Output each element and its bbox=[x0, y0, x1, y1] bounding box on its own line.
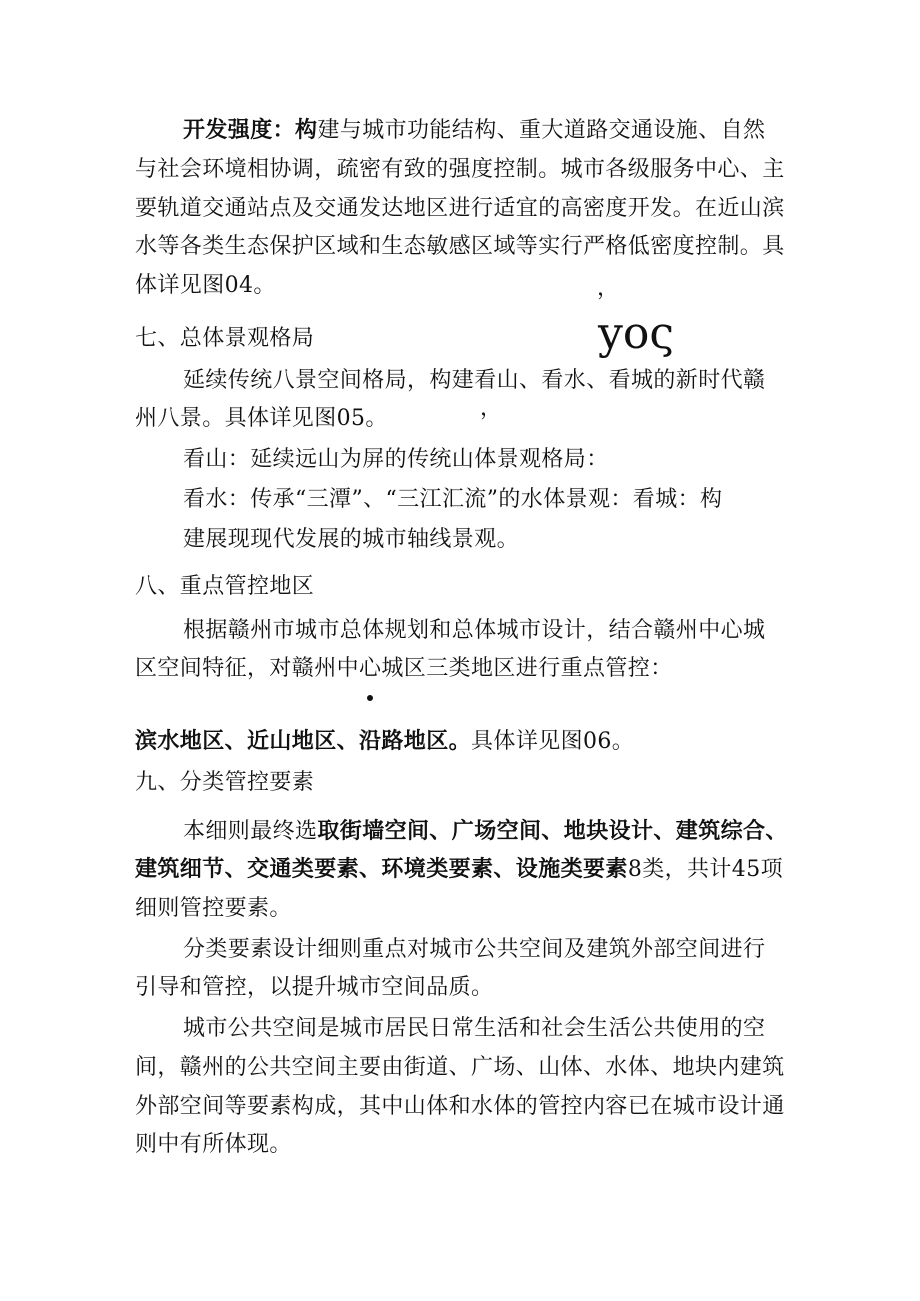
section-8-p1-line-1: 根据赣州市城市总体规划和总体城市设计，结合赣州中心城 bbox=[183, 618, 766, 643]
section-9-p3-line-1: 城市公共空间是城市居民日常生活和社会生活公共使用的空 bbox=[183, 1016, 766, 1041]
dev-intensity-text: 建与城市功能结构、重大道路交通设施、自然 bbox=[317, 118, 766, 143]
key-areas-reference: 具体详见图06。 bbox=[471, 729, 635, 754]
stray-comma-mark-2: ， bbox=[480, 396, 503, 421]
section-9-element-count: 8类，共计45项 bbox=[627, 857, 784, 882]
bullet-dot bbox=[367, 695, 373, 701]
section-9-p1-line-2 bbox=[135, 856, 783, 884]
section-7-mountain-view: 看山：延续远山为屏的传统山体景观格局： bbox=[183, 447, 609, 472]
dev-intensity-line-1 bbox=[183, 117, 765, 145]
section-7-water-view-line-2: 建展现现代发展的城市轴线景观。 bbox=[183, 527, 520, 552]
section-9-p1-line-3: 细则管控要素。 bbox=[135, 896, 292, 921]
section-8-heading: 八、重点管控地区 bbox=[135, 574, 315, 599]
section-9-element-list-part-2: 建筑细节、交通类要素、环境类要素、设施类要素 bbox=[135, 857, 628, 882]
section-9-p3-line-4: 则中有所体现。 bbox=[135, 1132, 292, 1157]
section-9-p3-line-2: 间，赣州的公共空间主要由街道、广场、山体、水体、地块内建筑 bbox=[135, 1055, 785, 1080]
dev-intensity-line-2: 与社会环境相协调，疏密有致的强度控制。城市各级服务中心、主 bbox=[135, 157, 785, 182]
section-7-heading: 七、总体景观格局 bbox=[135, 326, 315, 351]
section-7-p1-line-2: 州八景。具体详见图05。 bbox=[135, 406, 388, 431]
key-areas-list: 滨水地区、近山地区、沿路地区。 bbox=[135, 729, 472, 754]
stray-comma-mark: ， bbox=[597, 276, 620, 301]
section-7-water-view-line-1: 看水：传承“三潭”、“三江汇流”的水体景观：看城：构 bbox=[183, 487, 723, 512]
dev-intensity-label: 开发强度：构 bbox=[183, 118, 318, 143]
section-7-p1-line-1: 延续传统八景空间格局，构建看山、看水、看城的新时代赣 bbox=[183, 368, 766, 393]
dev-intensity-line-3: 要轨道交通站点及交通发达地区进行适宜的高密度开发。在近山滨 bbox=[135, 196, 785, 221]
section-9-element-list-part-1: 取街墙空间、广场空间、地块设计、建筑综合、 bbox=[317, 819, 788, 844]
dev-intensity-line-5: 体详见图04。 bbox=[135, 273, 276, 298]
section-8-p1-line-2: 区空间特征，对赣州中心城区三类地区进行重点管控： bbox=[135, 656, 673, 681]
section-9-heading: 九、分类管控要素 bbox=[135, 770, 315, 795]
section-9-p3-line-3: 外部空间等要素构成，其中山体和水体的管控内容已在城市设计通 bbox=[135, 1094, 785, 1119]
section-8-areas-line bbox=[135, 728, 634, 756]
section-9-p1-line-1-lead: 本细则最终选 bbox=[183, 819, 318, 844]
section-9-p2-line-2: 引导和管控，以提升城市空间品质。 bbox=[135, 975, 494, 1000]
dev-intensity-line-4: 水等各类生态保护区域和生态敏感区域等实行严格低密度控制。具 bbox=[135, 234, 785, 259]
section-9-p2-line-1: 分类要素设计细则重点对城市公共空间及建筑外部空间进行 bbox=[183, 937, 766, 962]
section-9-p1-line-1 bbox=[183, 818, 788, 846]
handwritten-mark: yoς bbox=[598, 308, 674, 359]
